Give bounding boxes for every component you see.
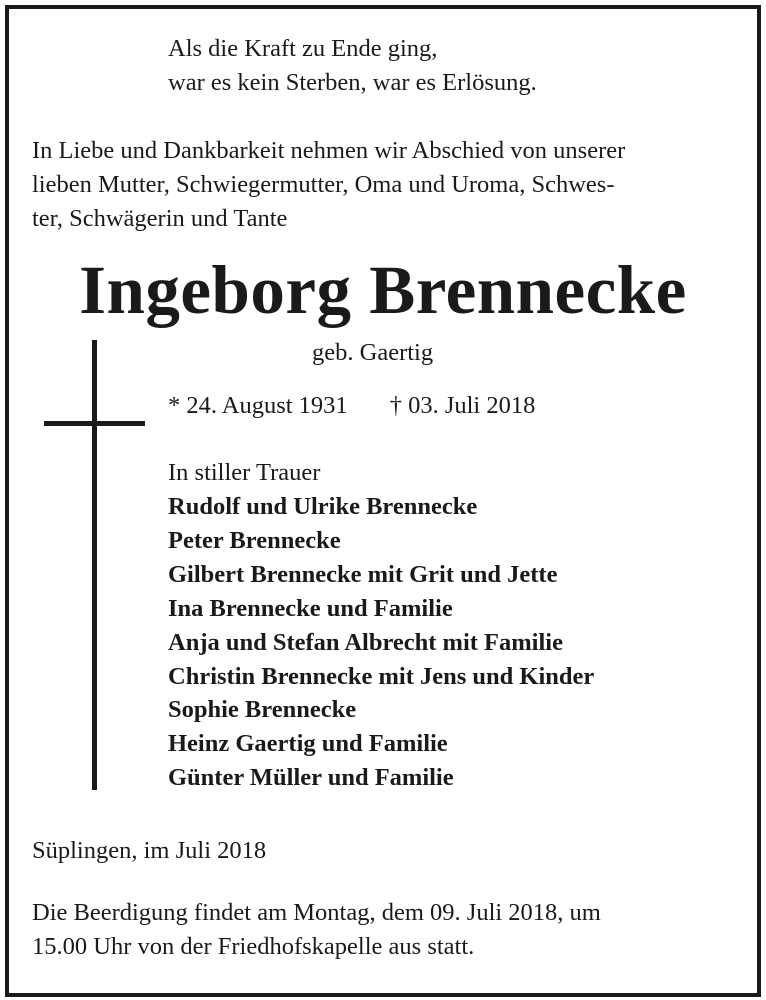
- funeral-line: Die Beerdigung findet am Montag, dem 09. Juli 2018, um: [32, 899, 601, 926]
- poem: [168, 32, 537, 100]
- intro-line: ter, Schwägerin und Tante: [32, 205, 288, 232]
- maiden-name: geb. Gaertig: [312, 339, 434, 366]
- cross-horizontal-bar: [44, 421, 145, 426]
- mourner-name: Gilbert Brennecke mit Grit und Jette: [168, 560, 558, 588]
- birth-date: * 24. August 1931: [168, 392, 348, 419]
- mourner-name: Günter Müller und Familie: [168, 764, 454, 792]
- death-date: † 03. Juli 2018: [389, 392, 536, 419]
- mourner-name: Heinz Gaertig und Familie: [168, 730, 448, 758]
- intro-line: lieben Mutter, Schwiegermutter, Oma und Uroma, Schwes-: [32, 171, 615, 198]
- mourner-name: Rudolf und Ulrike Brennecke: [168, 493, 478, 520]
- mourner-name: Ina Brennecke und Familie: [168, 594, 453, 622]
- mourner-name: Christin Brennecke mit Jens und Kinder: [168, 662, 595, 690]
- mourners-list: [168, 490, 594, 795]
- poem-line: Als die Kraft zu Ende ging,: [168, 35, 438, 62]
- mourning-intro: In stiller Trauer: [168, 459, 321, 486]
- poem-line: war es kein Sterben, war es Erlösung.: [168, 69, 537, 96]
- deceased-name: Ingeborg Brennecke: [79, 252, 687, 328]
- mourner-name: Peter Brennecke: [168, 526, 341, 554]
- life-dates: [168, 389, 535, 423]
- mourner-name: Sophie Brennecke: [168, 696, 357, 724]
- intro-text: [32, 134, 625, 236]
- cross-vertical-bar: [92, 340, 97, 790]
- funeral-info: [32, 896, 601, 964]
- intro-line: In Liebe und Dankbarkeit nehmen wir Abschied von unserer: [32, 137, 626, 164]
- funeral-line: 15.00 Uhr von der Friedhofskapelle aus statt.: [32, 933, 475, 960]
- place-date: Süplingen, im Juli 2018: [32, 837, 267, 864]
- mourner-name: Anja und Stefan Albrecht mit Familie: [168, 628, 563, 656]
